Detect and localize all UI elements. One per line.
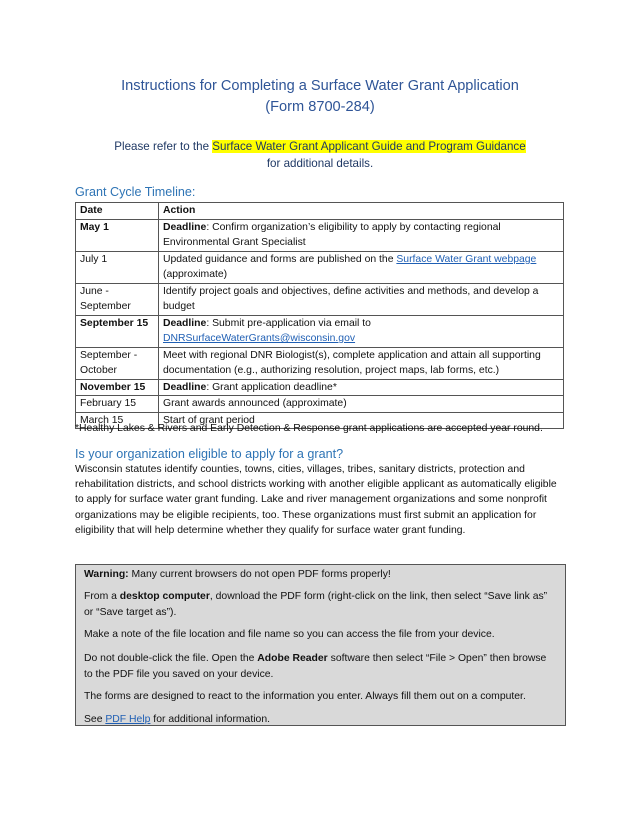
document-title (0, 76, 640, 118)
eligibility-paragraph: Wisconsin statutes identify counties, towns, cities, villages, tribes, sanitary districts, protection and rehabilitation districts, and school districts working with another eligible applicant as automatically eligible to apply for surface water grant funding. Lake and river management organizations and some nonprofit organizations may be eligible recipients, too. These organizations must first submit an application for eligibility that will help determine whether they qualify for surface water grant funding. (75, 464, 557, 536)
webpage-link[interactable]: Surface Water Grant webpage (396, 253, 537, 265)
table-header-row (76, 203, 564, 220)
refer-prefix: Please refer to the (114, 140, 213, 153)
header-action: Action (159, 203, 564, 220)
table-row (76, 315, 564, 347)
table-row (76, 251, 564, 283)
row-action: Meet with regional DNR Biologist(s), complete application and attain all supporting documentation (e.g., authorizing resolution, project maps, lab forms, etc.) (159, 347, 564, 379)
email-link[interactable]: DNRSurfaceWaterGrants@wisconsin.gov (163, 333, 356, 344)
table-row (76, 347, 564, 379)
row-action: Deadline: Submit pre-application via email to DNRSurfaceWaterGrants@wisconsin.gov (159, 315, 564, 347)
timeline-footnote: *Healthy Lakes & Rivers and Early Detection & Response grant applications are accepted year round. (75, 423, 543, 434)
forms-note: The forms are designed to react to the information you enter. Always fill them out on a computer. (84, 691, 526, 702)
row-date: June - September (76, 283, 159, 315)
deadline-label: Deadline (163, 381, 207, 393)
warning-label: Warning: (84, 569, 129, 580)
row-date: September 15 (76, 315, 159, 347)
title-line-2: (Form 8700-284) (265, 99, 375, 115)
refer-suffix: for additional details. (266, 157, 374, 170)
table-row (76, 396, 564, 413)
row-action: Deadline: Grant application deadline* (159, 379, 564, 396)
deadline-label: Deadline (163, 221, 207, 233)
title-line-1: Instructions for Completing a Surface Water Grant Application (121, 78, 519, 94)
deadline-label: Deadline (163, 317, 207, 329)
header-date: Date (76, 203, 159, 220)
table-row (76, 219, 564, 251)
row-date: March 15 (76, 412, 159, 429)
file-location-note: Make a note of the file location and file name so you can access the file from your device. (84, 629, 495, 640)
row-date: February 15 (76, 396, 159, 413)
download-instructions: From a desktop computer, download the PDF form (right-click on the link, then select “Save link as” or “Save target as”). (84, 591, 548, 618)
row-date: July 1 (76, 251, 159, 283)
row-date: September - October (76, 347, 159, 379)
warning-line: Warning: Many current browsers do not open PDF forms properly! (84, 569, 391, 580)
row-action: Deadline: Confirm organization’s eligibility to apply by contacting regional Environmental Grant Specialist (159, 219, 564, 251)
row-action: Updated guidance and forms are published on the Surface Water Grant webpage (approximate) (159, 251, 564, 283)
guide-highlight: Surface Water Grant Applicant Guide and Program Guidance (212, 140, 526, 153)
row-date: May 1 (76, 219, 159, 251)
eligibility-heading: Is your organization eligible to apply for a grant? (75, 447, 344, 461)
row-action: Identify project goals and objectives, define activities and methods, and develop a budget (159, 283, 564, 315)
table-row (76, 283, 564, 315)
row-action: Start of grant period (159, 412, 564, 429)
refer-note (0, 138, 640, 172)
pdf-help-line: See PDF Help for additional information. (84, 714, 270, 725)
pdf-help-link[interactable]: PDF Help (105, 714, 151, 725)
row-action: Grant awards announced (approximate) (159, 396, 564, 413)
adobe-instructions: Do not double-click the file. Open the Adobe Reader software then select “File > Open” then browse to the PDF file you saved on your device. (84, 653, 547, 680)
warning-box (75, 564, 566, 726)
timeline-table (75, 202, 564, 429)
timeline-heading: Grant Cycle Timeline: (75, 185, 196, 199)
table-row (76, 379, 564, 396)
row-date: November 15 (76, 379, 159, 396)
